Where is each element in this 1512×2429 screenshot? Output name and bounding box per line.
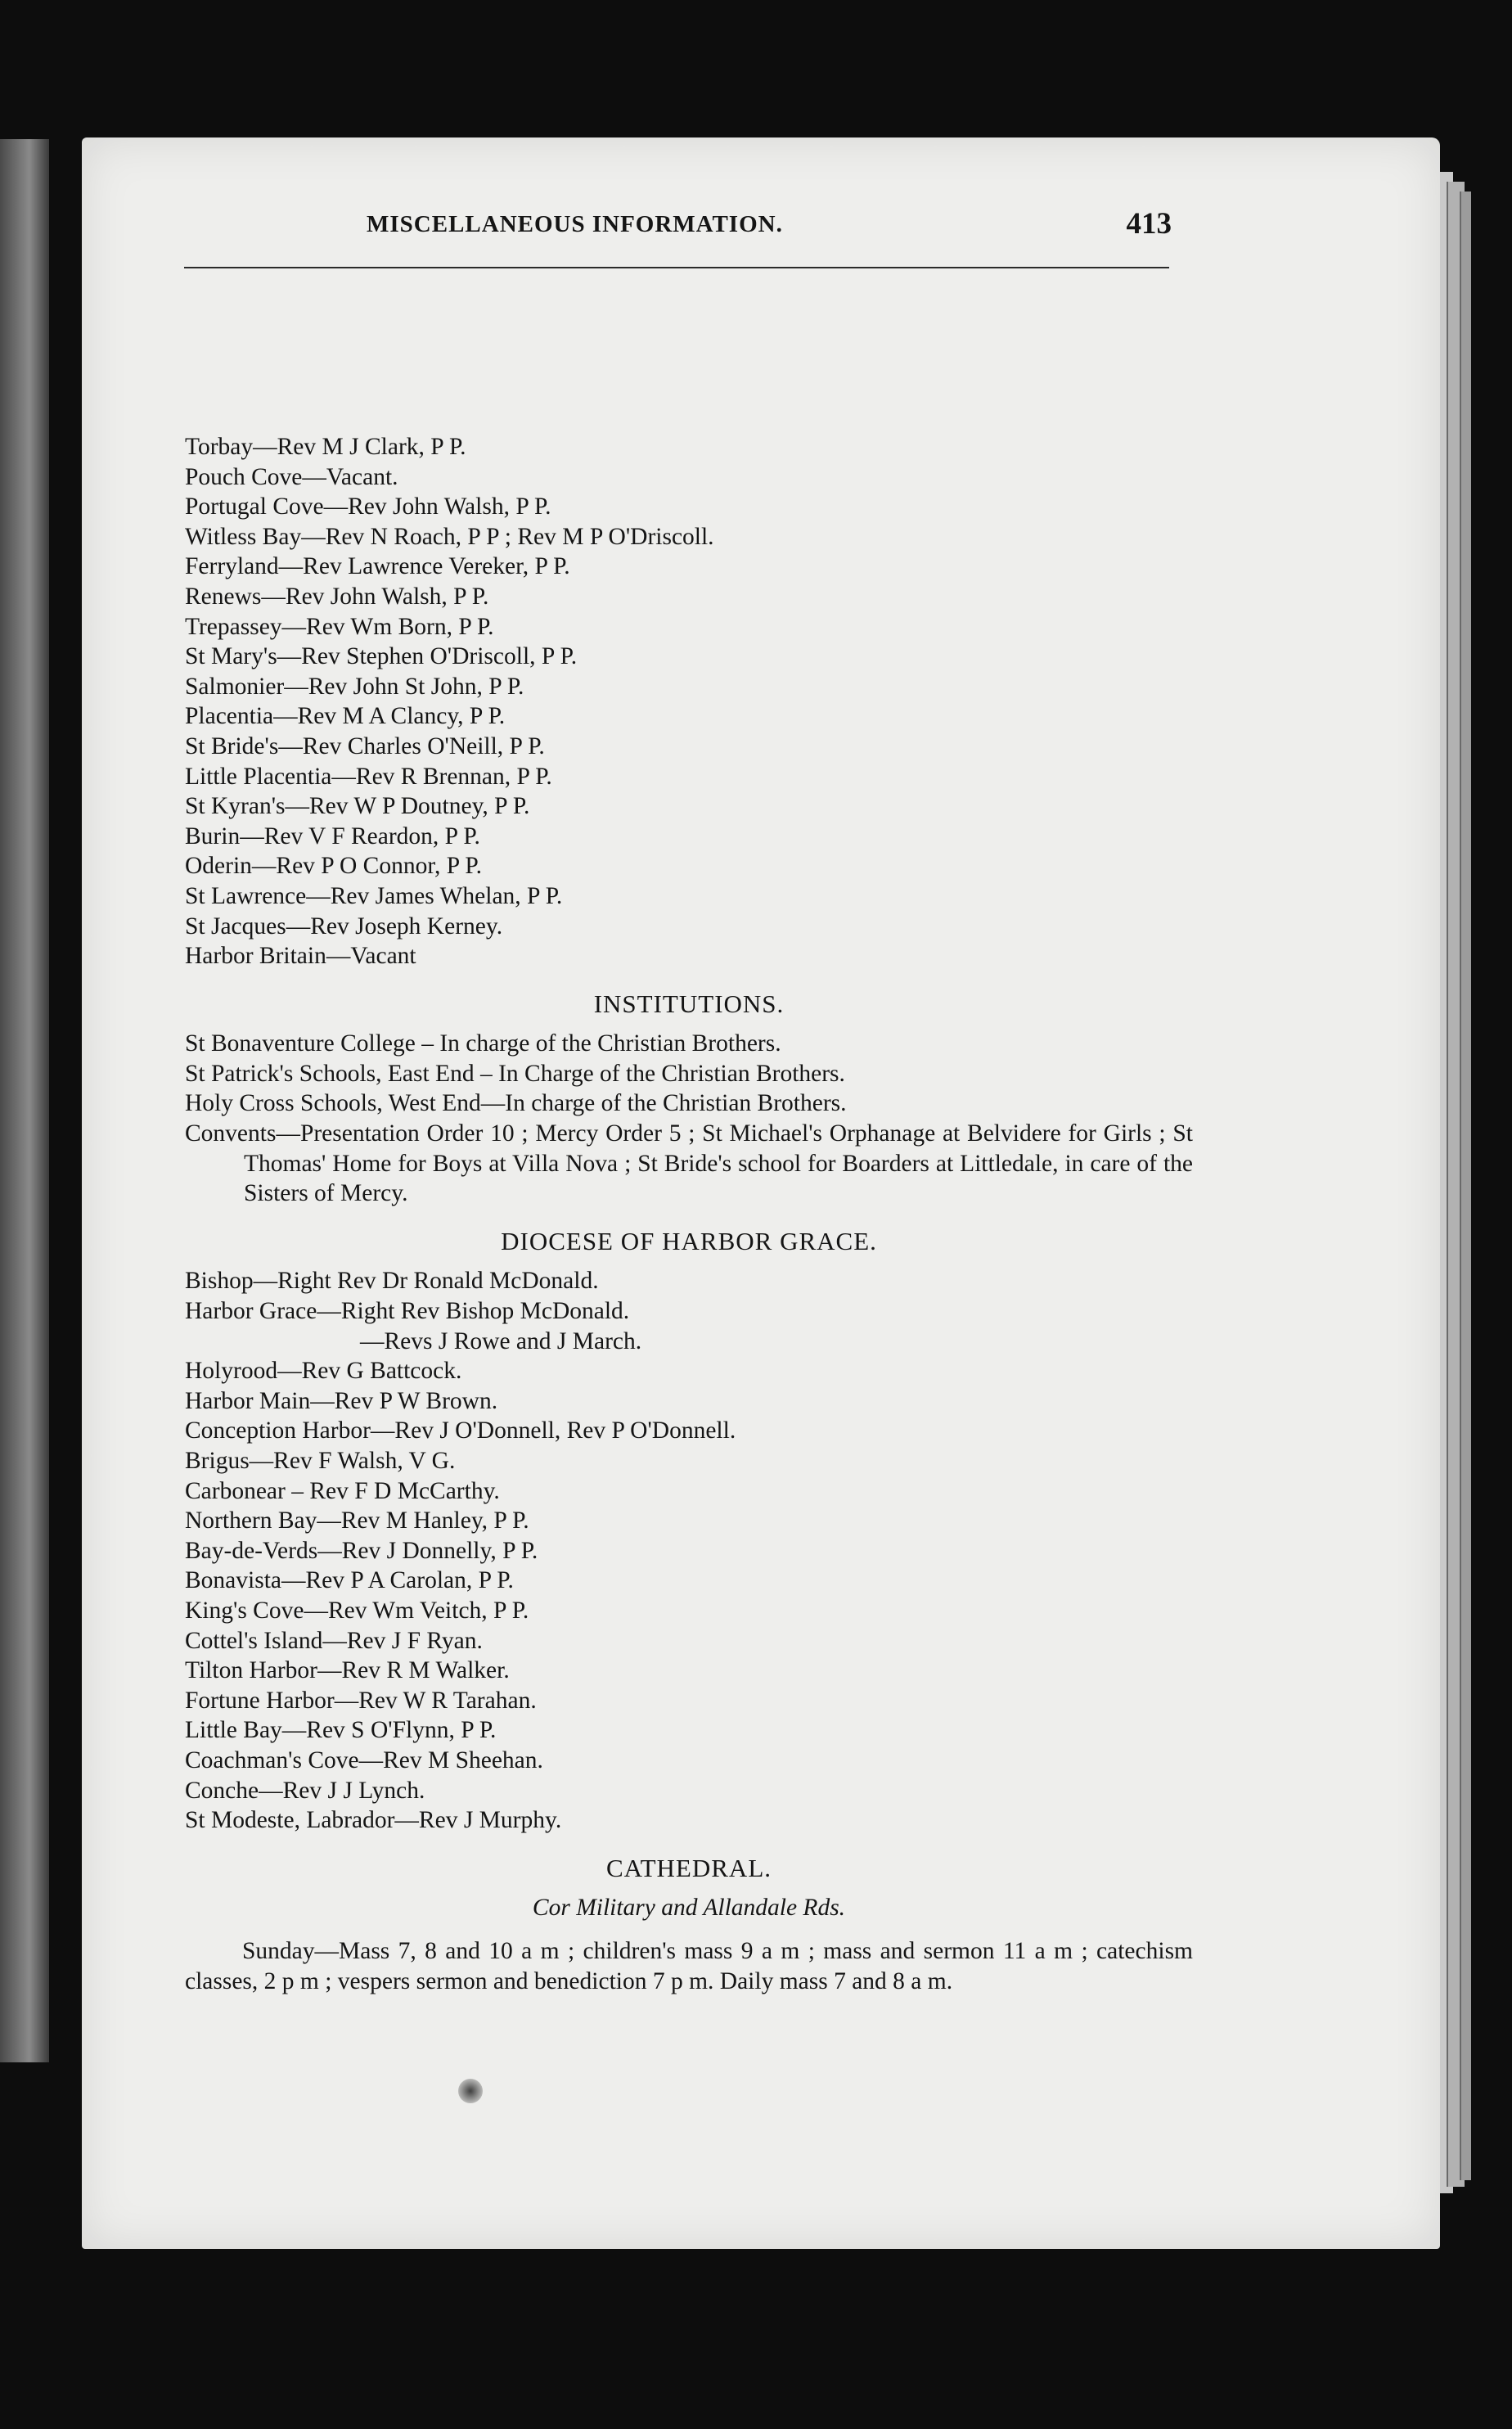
parish-entry: St Lawrence—Rev James Whelan, P P. — [185, 882, 563, 909]
facing-page-edge — [0, 139, 49, 2062]
diocese-entry: Tilton Harbor—Rev R M Walker. — [185, 1657, 510, 1684]
harbor-grace-list — [185, 1266, 1193, 1835]
diocese-entry: Brigus—Rev F Walsh, V G. — [185, 1448, 456, 1474]
diocese-entry: St Modeste, Labrador—Rev J Murphy. — [185, 1807, 562, 1834]
parish-entry: St Bride's—Rev Charles O'Neill, P P. — [185, 732, 545, 759]
parish-entry: Trepassey—Rev Wm Born, P P. — [185, 613, 494, 640]
section-heading-institutions: INSTITUTIONS. — [593, 989, 785, 1018]
parish-entry: Salmonier—Rev John St John, P P. — [185, 673, 524, 700]
header-rule — [184, 267, 1169, 268]
diocese-entry: Conche—Rev J J Lynch. — [185, 1777, 425, 1804]
diocese-entry: Harbor Main—Rev P W Brown. — [185, 1387, 498, 1414]
diocese-entry: Cottel's Island—Rev J F Ryan. — [185, 1627, 483, 1654]
parish-entry: St Mary's—Rev Stephen O'Driscoll, P P. — [185, 643, 578, 670]
institution-entry: Holy Cross Schools, West End—In charge of the Christian Brothers. — [185, 1090, 847, 1117]
section-heading-cathedral: CATHEDRAL. — [605, 1853, 772, 1882]
ink-smudge — [458, 2079, 483, 2103]
diocese-entry-continuation: —Revs J Rowe and J March. — [360, 1327, 642, 1354]
parish-entry: Burin—Rev V F Reardon, P P. — [185, 822, 480, 849]
parish-entry: St Jacques—Rev Joseph Kerney. — [185, 913, 503, 940]
parish-entry: Portugal Cove—Rev John Walsh, P P. — [185, 493, 551, 520]
diocese-entry: Bay-de-Verds—Rev J Donnelly, P P. — [185, 1537, 538, 1564]
parish-entry: Witless Bay—Rev N Roach, P P ; Rev M P O'Driscoll. — [185, 523, 714, 550]
parish-entry: Renews—Rev John Walsh, P P. — [185, 583, 489, 610]
diocese-entry: Holyrood—Rev G Battcock. — [185, 1358, 462, 1385]
parish-entry: Torbay—Rev M J Clark, P P. — [185, 434, 466, 460]
convents-entry: Convents—Presentation Order 10 ; Mercy Order 5 ; St Michael's Orphanage at Belvidere for Girls ; St Thomas' Home for Boys at Villa Nova ; St Bride's school for Boarders at Littledale, in care of the Sisters of Mercy. — [185, 1120, 1193, 1207]
diocese-entry: Bonavista—Rev P A Carolan, P P. — [185, 1567, 514, 1594]
parish-list — [185, 432, 1193, 971]
parish-entry: Ferryland—Rev Lawrence Vereker, P P. — [185, 553, 570, 580]
page-content — [185, 432, 1193, 1997]
institution-entry: St Bonaventure College – In charge of the Christian Brothers. — [185, 1030, 781, 1057]
running-head: MISCELLANEOUS INFORMATION. — [367, 211, 783, 237]
diocese-entry: Conception Harbor—Rev J O'Donnell, Rev P O'Donnell. — [185, 1417, 736, 1444]
diocese-entry: Little Bay—Rev S O'Flynn, P P. — [185, 1717, 497, 1744]
parish-entry: Placentia—Rev M A Clancy, P P. — [185, 703, 506, 730]
parish-entry: Harbor Britain—Vacant — [185, 943, 416, 970]
page-stack-edge — [1460, 192, 1471, 2180]
diocese-entry: Harbor Grace—Right Rev Bishop McDonald. — [185, 1298, 630, 1325]
diocese-entry: Carbonear – Rev F D McCarthy. — [185, 1477, 500, 1504]
parish-entry: Oderin—Rev P O Connor, P P. — [185, 853, 482, 880]
parish-entry: Pouch Cove—Vacant. — [185, 463, 398, 490]
page-header — [367, 207, 1172, 247]
cathedral-schedule: Sunday—Mass 7, 8 and 10 a m ; children's mass 9 a m ; mass and sermon 11 a m ; catechism classes, 2 p m ; vespers sermon and benediction 7 p m. Daily mass 7 and 8 a m. — [185, 1937, 1193, 1994]
institutions-list — [185, 1029, 1193, 1209]
parish-entry: St Kyran's—Rev W P Doutney, P P. — [185, 793, 530, 820]
section-heading-harbor-grace: DIOCESE OF HARBOR GRACE. — [501, 1226, 877, 1255]
diocese-entry: King's Cove—Rev Wm Veitch, P P. — [185, 1597, 529, 1624]
diocese-entry: Bishop—Right Rev Dr Ronald McDonald. — [185, 1268, 599, 1295]
diocese-entry: Northern Bay—Rev M Hanley, P P. — [185, 1507, 529, 1534]
parish-entry: Little Placentia—Rev R Brennan, P P. — [185, 763, 552, 790]
cathedral-address: Cor Military and Allandale Rds. — [532, 1895, 846, 1922]
diocese-entry: Fortune Harbor—Rev W R Tarahan. — [185, 1687, 537, 1714]
diocese-entry: Coachman's Cove—Rev M Sheehan. — [185, 1746, 543, 1773]
institution-entry: St Patrick's Schools, East End – In Charge of the Christian Brothers. — [185, 1060, 845, 1087]
page-number: 413 — [1126, 207, 1172, 241]
